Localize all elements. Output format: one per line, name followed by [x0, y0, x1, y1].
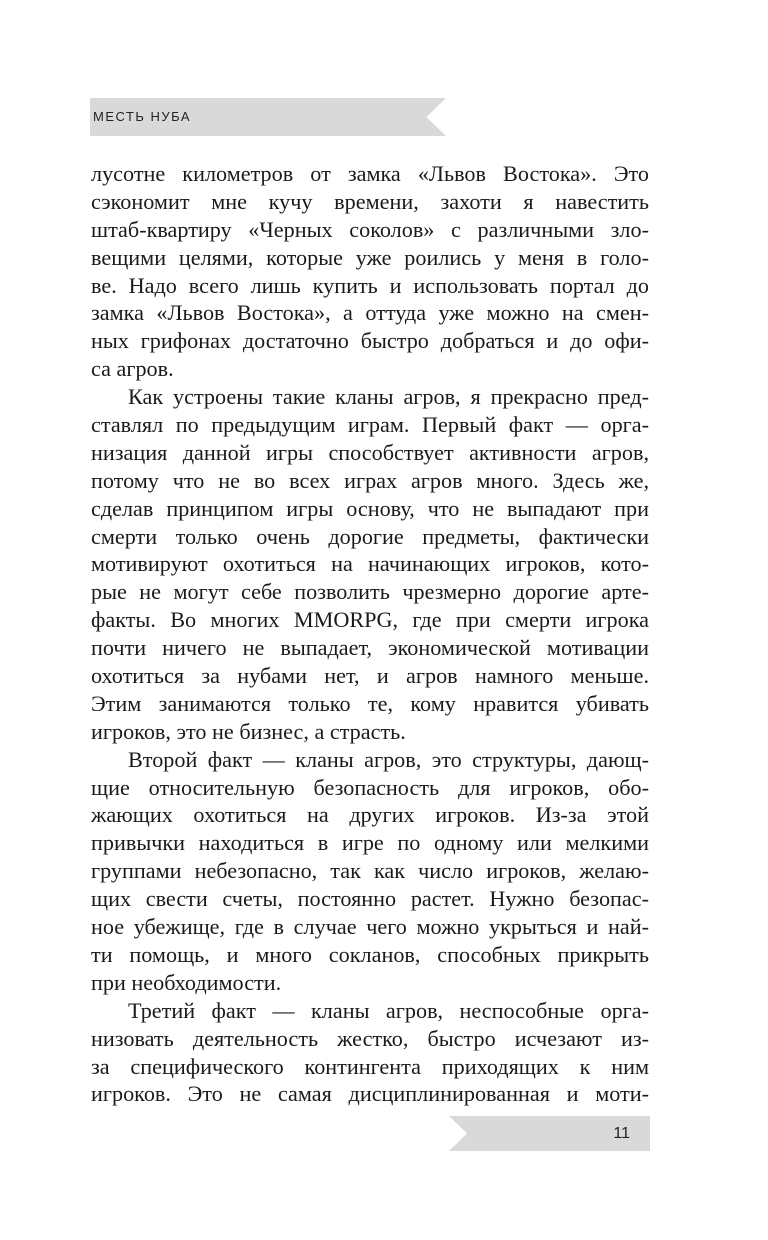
text-line: ставлял по предыдущим играм. Первый факт — орга-	[91, 412, 649, 438]
text-line: щих свести счеты, постоянно растет. Нужно безопас-	[91, 886, 649, 912]
text-line: рые не могут себе позволить чрезмерно дорогие арте-	[91, 579, 649, 605]
text-line: игроков. Это не самая дисциплинированная и моти-	[91, 1081, 649, 1107]
text-line: сделав принципом игры основу, что не выпадают при	[91, 495, 649, 521]
text-line: смерти только очень дорогие предметы, фактически	[91, 523, 649, 549]
text-line: охотиться за нубами нет, и агров намного меньше.	[91, 663, 649, 689]
text-line: Этим занимаются только те, кому нравится убивать	[91, 690, 649, 716]
text-line: потому что не во всех играх агров много. Здесь же,	[91, 467, 649, 493]
text-line: при необходимости.	[91, 969, 282, 995]
running-head: МЕСТЬ НУБА	[93, 109, 192, 124]
text-line: замка «Львов Востока», а оттуда уже можно на смен-	[91, 300, 649, 326]
text-line: лусотне километров от замка «Львов Востока». Это	[91, 161, 649, 186]
text-line: штаб-квартиру «Черных соколов» с различными зло-	[91, 216, 649, 242]
text-line: жающих охотиться на других игроков. Из-за этой	[91, 802, 649, 828]
text-line: щие относительную безопасность для игроков, обо-	[91, 774, 649, 800]
text-line: факты. Во многих MMORPG, где при смерти игрока	[91, 607, 649, 633]
text-line: Как устроены такие кланы агров, я прекрасно пред-	[128, 384, 649, 410]
body-text	[91, 160, 649, 1108]
page-number: 11	[613, 1125, 630, 1142]
text-line: ве. Надо всего лишь купить и использовать портал до	[91, 272, 649, 298]
text-line: Третий факт — кланы агров, неспособные орга-	[128, 997, 649, 1023]
text-line: ти помощь, и много сокланов, способных прикрыть	[91, 941, 649, 967]
text-line: почти ничего не выпадает, экономической мотивации	[91, 635, 649, 661]
text-line: низация данной игры способствует активности агров,	[91, 439, 649, 465]
text-line: низовать деятельность жестко, быстро исчезают из-	[91, 1025, 649, 1051]
text-line: сэкономит мне кучу времени, захоти я навестить	[91, 188, 649, 214]
text-line: мотивируют охотиться на начинающих игроков, кото-	[91, 551, 649, 577]
text-line: вещими целями, которые уже роились у меня в голо-	[91, 244, 649, 270]
text-line: са агров.	[91, 356, 174, 382]
text-line: ных грифонах достаточно быстро добраться и до офи-	[91, 328, 649, 354]
text-line: привычки находиться в игре по одному или мелкими	[91, 830, 649, 856]
text-line: Второй факт — кланы агров, это структуры, дающ-	[128, 746, 649, 772]
text-line: за специфического контингента приходящих к ним	[91, 1053, 649, 1079]
text-line: ное убежище, где в случае чего можно укрыться и най-	[91, 914, 649, 940]
text-line: игроков, это не бизнес, а страсть.	[91, 718, 406, 744]
text-line: группами небезопасно, так как число игроков, желаю-	[91, 858, 649, 884]
